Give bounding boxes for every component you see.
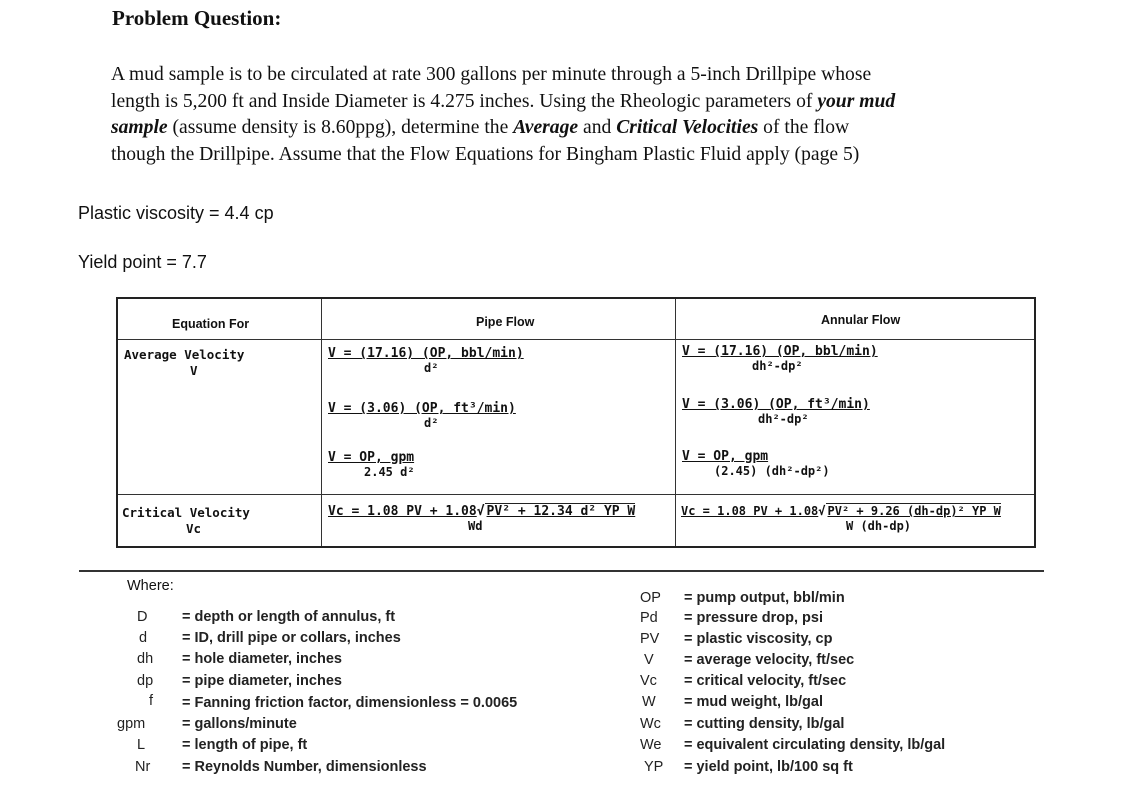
annular-critical-eq-denominator: W (dh-dp) [846,519,912,533]
problem-line-3c: of the flow [763,117,850,138]
problem-line-2-text: length is 5,200 ft and Inside Diameter is 4.275 inches. Using the Rheologic parameters of [111,90,813,112]
legend-definition: = yield point, lb/100 sq ft [684,759,853,775]
annular-eq-ft3-denominator: dh²-dp² [758,412,809,426]
problem-line-3 [111,115,1036,142]
row-label-critical-velocity: Critical Velocity [122,505,250,520]
annular-eq-ft3-numerator [682,397,870,412]
legend-definition: = cutting density, lb/gal [684,716,845,732]
table-row-divider [118,339,1034,340]
table-col-divider [675,299,676,546]
legend-definition: = average velocity, ft/sec [684,652,855,668]
legend-symbol: OP [640,590,661,606]
flow-equation-table [116,297,1036,548]
pipe-eq-ft3-text: V = (3.06) (OP, ft³/min) [328,401,516,416]
pipe-eq-bbl-numerator [328,346,524,361]
problem-line-4: though the Drillpipe. Assume that the Flow Equations for Bingham Plastic Fluid apply (page 5) [111,143,860,165]
table-col-divider [321,299,322,546]
header-annular-flow: Annular Flow [821,313,901,327]
emphasis-your-mud: your mud [817,90,896,112]
annular-eq-bbl-denominator: dh²-dp² [752,359,803,373]
legend-symbol: PV [640,631,660,647]
pipe-eq-ft3-denominator: d² [424,416,439,430]
legend-symbol: YP [644,759,664,775]
sqrt-symbol: √ [476,504,485,519]
legend-definition: = hole diameter, inches [182,651,342,667]
legend-definition: = pump output, bbl/min [684,590,845,606]
legend-definition: = mud weight, lb/gal [684,694,823,710]
annular-critical-eq-lead: Vc = 1.08 PV + 1.08 [681,504,819,518]
header-equation-for: Equation For [172,317,250,331]
legend-symbol: We [640,737,662,753]
yield-point-value: Yield point = 7.7 [78,252,207,272]
problem-statement [111,62,1036,168]
legend-definition: = ID, drill pipe or collars, inches [182,630,401,646]
legend-definition: = length of pipe, ft [182,737,308,753]
annular-eq-gpm-numerator [682,449,768,464]
problem-line-3b: and [583,117,612,138]
pipe-critical-eq-radicand: PV² + 12.34 d² YP W [486,504,636,519]
pipe-eq-gpm-numerator [328,450,414,465]
pipe-eq-gpm-denominator: 2.45 d² [364,465,415,479]
legend-symbol: Wc [640,716,661,732]
legend-symbol: dp [137,673,154,689]
annular-eq-ft3-text: V = (3.06) (OP, ft³/min) [682,397,870,412]
legend-definition: = plastic viscosity, cp [684,631,833,647]
pipe-eq-bbl-text: V = (17.16) (OP, bbl/min) [328,346,524,361]
legend-symbol: gpm [117,716,146,732]
table-row-divider [118,494,1034,495]
emphasis-average: Average [513,117,579,138]
emphasis-critical-velocities: Critical Velocities [616,117,759,138]
legend-symbol: D [137,609,148,625]
legend-definition: = Fanning friction factor, dimensionless = 0.0065 [182,695,518,711]
annular-eq-gpm-text: V = OP, gpm [682,449,769,464]
pipe-eq-ft3-numerator [328,401,516,416]
legend-symbol: L [137,737,146,753]
legend-symbol: d [139,630,148,646]
legend-symbol: W [642,694,656,710]
legend-symbol: Nr [135,759,151,775]
problem-title: Problem Question: [112,6,282,30]
emphasis-sample: sample [111,117,168,138]
pipe-eq-bbl-denominator: d² [424,361,439,375]
legend-symbol: f [149,693,154,709]
header-pipe-flow: Pipe Flow [476,315,535,329]
legend-symbol: dh [137,651,154,667]
annular-critical-eq-radicand: PV² + 9.26 (dh-dp)² YP W [827,504,1001,518]
pipe-eq-gpm-text: V = OP, gpm [328,450,415,465]
legend-definition: = pipe diameter, inches [182,673,342,689]
legend-definition: = pressure drop, psi [684,610,824,626]
legend-symbol: V [644,652,654,668]
row-label-average-velocity: Average Velocity [124,347,245,362]
where-label: Where: [127,578,174,594]
sqrt-symbol: √ [818,504,826,518]
problem-line-3a: (assume density is 8.60ppg), determine the [172,117,509,138]
legend-definition: = depth or length of annulus, ft [182,609,396,625]
legend-symbol: Vc [640,673,657,689]
legend-symbol: Pd [640,610,658,626]
annular-eq-bbl-text: V = (17.16) (OP, bbl/min) [682,344,878,359]
legend-definition: = critical velocity, ft/sec [684,673,847,689]
problem-line-1: A mud sample is to be circulated at rate 300 gallons per minute through a 5-inch Drillpipe whose [111,64,872,85]
annular-eq-bbl-numerator [682,344,878,359]
annular-critical-velocity-eq [681,504,1001,518]
row-symbol-v: V [190,363,198,378]
annular-eq-gpm-denominator: (2.45) (dh²-dp²) [714,464,830,478]
pipe-critical-eq-lead: Vc = 1.08 PV + 1.08 [328,504,477,519]
legend-definition: = equivalent circulating density, lb/gal [684,737,946,753]
pipe-critical-eq-denominator: Wd [468,519,483,533]
problem-line-2 [111,89,1036,116]
plastic-viscosity-value: Plastic viscosity = 4.4 cp [78,203,274,223]
legend-definition: = Reynolds Number, dimensionless [182,759,427,775]
row-symbol-vc: Vc [186,521,202,536]
legend-definition: = gallons/minute [182,716,297,732]
section-divider [79,570,1044,572]
pipe-critical-velocity-eq [328,504,635,519]
